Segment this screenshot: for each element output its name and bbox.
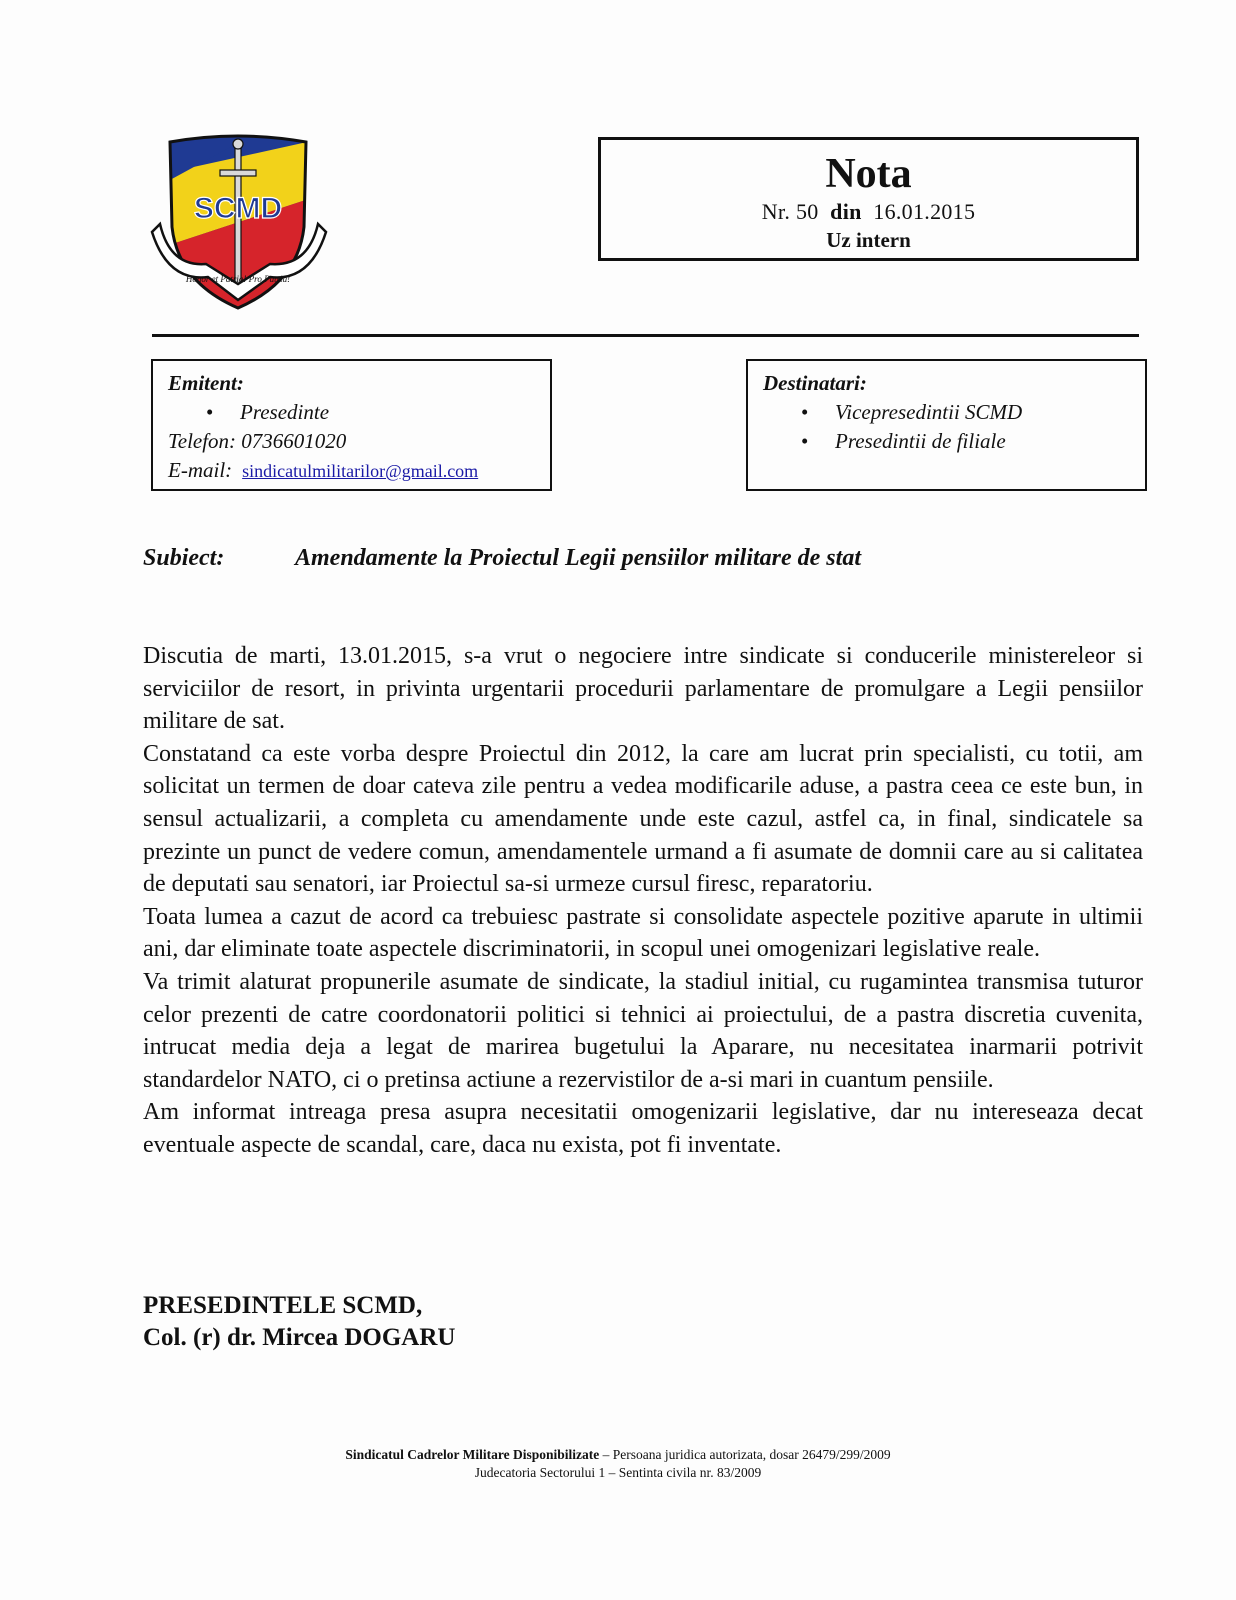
body-paragraph: Constatand ca este vorba despre Proiectul din 2012, la care am lucrat prin specialisti, cu totii, am solicitat un termen de doar cateva zile pentru a vedea modificarile aduse, a pastra ceea ce este bun, in sensul actualizarii, a completa cu amendamente unde este cazul, astfel ca, in final, sindicatele sa prezinte un punct de vedere comun, amendamentele urmand a fi asumate de domnii care au si calitatea de deputati sau senatori, iar Proiectul sa-si urmeze cursul firesc, reparatoriu.: [143, 740, 1143, 898]
signature-block: [143, 1290, 455, 1354]
nr-label: Nr.: [761, 199, 791, 224]
footer-line-2: Judecatoria Sectorului 1 – Sentinta civila nr. 83/2009: [474, 1465, 762, 1480]
destinatari-box: [746, 359, 1147, 491]
footer-line1-rest: – Persoana juridica autorizata, dosar 26479/299/2009: [599, 1447, 891, 1462]
body-paragraph: Toata lumea a cazut de acord ca trebuiesc pastrate si consolidate aspectele pozitive aparute in ultimii ani, dar eliminate toate aspectele discriminatorii, in scopul unei omogenizari legislative reale.: [143, 903, 1143, 963]
emitent-label: Emitent:: [168, 371, 244, 395]
destinatari-label: Destinatari:: [763, 371, 867, 395]
signature-title: PRESEDINTELE SCMD,: [143, 1292, 423, 1319]
nr-value: 50: [795, 199, 819, 224]
scmd-logo: [148, 132, 330, 316]
destinatari-item: • Presedintii de filiale: [763, 427, 1145, 456]
footer-line-1: [0, 1446, 1236, 1464]
din-label: din: [830, 199, 862, 224]
email-label: E-mail:: [168, 458, 233, 482]
nota-title: Nota: [825, 151, 912, 197]
logo-motto: Honor et Patria! Pro Patria!: [185, 274, 291, 284]
email-link[interactable]: sindicatulmilitarilor@gmail.com: [242, 461, 479, 481]
destinatari-item: • Vicepresedintii SCMD: [763, 398, 1145, 427]
emitent-item: • Presedinte: [168, 398, 550, 427]
body-paragraph: Am informat intreaga presa asupra necesitatii omogenizarii legislative, dar nu intereseaza decat eventuale aspecte de scandal, care, daca nu exista, pot fi inventate.: [143, 1099, 1143, 1158]
emitent-box: [151, 359, 552, 491]
body-paragraph: Discutia de marti, 13.01.2015, s-a vrut o negociere intre sindicate si conducerile ministereleor si serviciilor de resort, in privinta urgentarii procedurii parlamentare de promulgare a Legii pensiilor militare de sat.: [143, 643, 1143, 735]
nota-header-box: [598, 137, 1139, 261]
nota-date: 16.01.2015: [873, 199, 976, 224]
emitent-phone: Telefon: 0736601020: [168, 429, 347, 453]
emitent-email-line: [168, 456, 550, 486]
subject-label: Subiect:: [143, 545, 225, 571]
signature-name: Col. (r) dr. Mircea DOGARU: [143, 1324, 456, 1351]
footer: [0, 1446, 1236, 1482]
header-divider: [152, 334, 1139, 337]
nota-number-line: [601, 198, 1136, 226]
emitent-list: [168, 398, 550, 427]
body-text: [143, 640, 1143, 1162]
footer-org: Sindicatul Cadrelor Militare Disponibilizate: [345, 1447, 600, 1462]
classification: Uz intern: [826, 228, 911, 252]
subject-text: Amendamente la Proiectul Legii pensiilor militare de stat: [295, 545, 861, 571]
destinatari-list: [763, 398, 1145, 456]
subject-line: [143, 545, 861, 572]
logo-text: SCMD: [193, 192, 283, 225]
body-paragraph: Va trimit alaturat propunerile asumate de sindicate, la stadiul initial, cu rugamintea transmisa tuturor celor prezenti de catre coordonatorii politici si tehnici ai proiectului, de a pastra discretia cuvenita, intrucat media deja a legat de marirea bugetului la Aparare, nu necesitatea inarmarii potrivit standardelor NATO, ci o pretinsa actiune a rezervistilor de a-si mari in cuantum pensiile.: [143, 968, 1143, 1093]
